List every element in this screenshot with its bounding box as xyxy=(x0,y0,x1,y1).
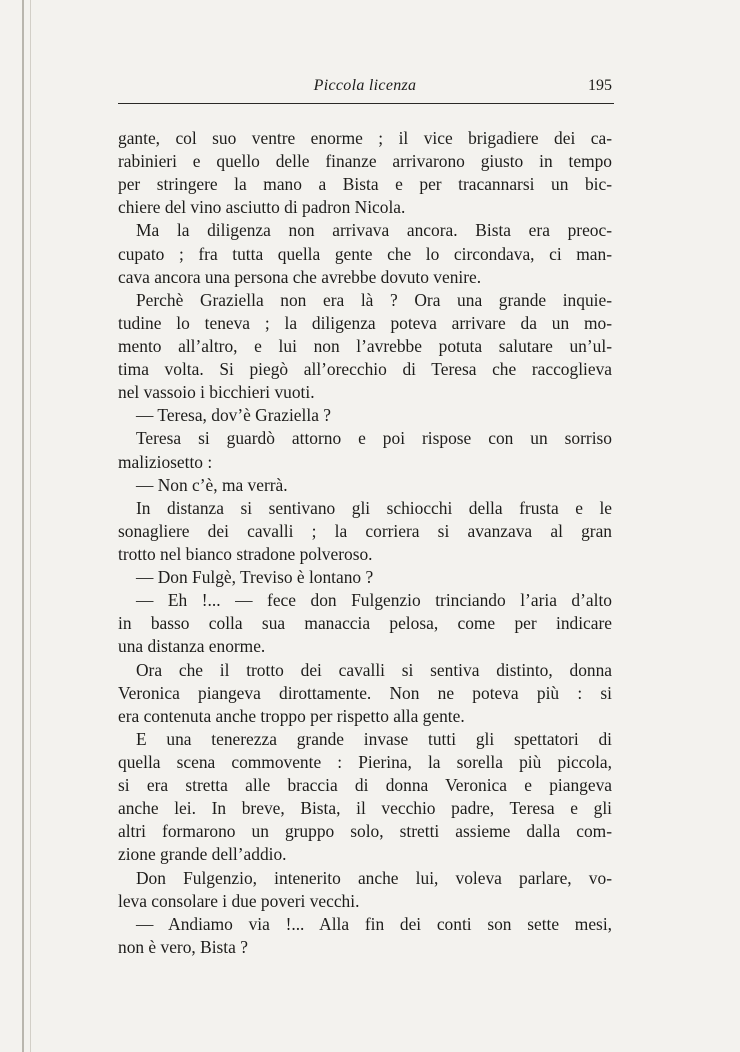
text-line: chiere del vino asciutto di padron Nicola. xyxy=(118,197,406,218)
text-line: si era stretta alle braccia di donna Veronica e piangeva xyxy=(118,775,612,796)
text-line: quella scena commovente : Pierina, la sorella più piccola, xyxy=(118,751,612,772)
text-line: E una tenerezza grande invase tutti gli spettatori di xyxy=(136,728,612,749)
text-line: tudine lo teneva ; la diligenza poteva arrivare da un mo- xyxy=(118,312,612,333)
page-header xyxy=(118,77,612,105)
running-title: Piccola licenza xyxy=(313,77,417,94)
text-line: non è vero, Bista ? xyxy=(118,936,248,957)
text-line: — Don Fulgè, Treviso è lontano ? xyxy=(136,567,374,588)
text-line: altri formarono un gruppo solo, stretti assieme dalla com- xyxy=(118,821,612,842)
text-line: rabinieri e quello delle finanze arrivarono giusto in tempo xyxy=(118,151,612,172)
text-line: zione grande dell’addio. xyxy=(118,844,287,865)
text-line: leva consolare i due poveri vecchi. xyxy=(118,890,360,911)
text-line: anche lei. In breve, Bista, il vecchio padre, Teresa e gli xyxy=(118,798,612,819)
text-line: mento all’altro, e lui non l’avrebbe potuta salutare un’ul- xyxy=(118,335,612,356)
page-gutter-shadow xyxy=(22,0,24,1052)
text-line: una distanza enorme. xyxy=(118,636,266,657)
text-line: — Eh !... — fece don Fulgenzio trinciando l’aria d’alto xyxy=(136,590,612,611)
text-line: cupato ; fra tutta quella gente che lo circondava, ci man- xyxy=(118,243,612,264)
text-line: Teresa si guardò attorno e poi rispose con un sorriso xyxy=(136,428,612,449)
page-number: 195 xyxy=(588,77,612,94)
text-line: nel vassoio i bicchieri vuoti. xyxy=(118,382,315,403)
header-rule xyxy=(118,103,614,104)
text-line: In distanza si sentivano gli schiocchi della frusta e le xyxy=(136,497,612,518)
text-line: maliziosetto : xyxy=(118,451,213,472)
text-line: Perchè Graziella non era là ? Ora una grande inquie- xyxy=(136,289,612,310)
text-line: Ora che il trotto dei cavalli si sentiva distinto, donna xyxy=(136,659,612,680)
text-line: Don Fulgenzio, intenerito anche lui, voleva parlare, vo- xyxy=(136,867,612,888)
text-line: — Non c’è, ma verrà. xyxy=(136,474,288,495)
text-line: in basso colla sua manaccia pelosa, come per indicare xyxy=(118,613,612,634)
text-line: Ma la diligenza non arrivava ancora. Bista era preoc- xyxy=(136,220,612,241)
body-text xyxy=(118,127,612,959)
text-line: trotto nel bianco stradone polveroso. xyxy=(118,543,373,564)
text-line: — Andiamo via !... Alla fin dei conti son sette mesi, xyxy=(136,913,612,934)
text-line: gante, col suo ventre enorme ; il vice brigadiere dei ca- xyxy=(118,128,612,148)
text-line: era contenuta anche troppo per rispetto alla gente. xyxy=(118,705,465,726)
text-line: Veronica piangeva dirottamente. Non ne poteva più : si xyxy=(118,682,612,703)
text-line: — Teresa, dov’è Graziella ? xyxy=(136,405,331,426)
page-gutter-edge xyxy=(30,0,31,1052)
text-line: per stringere la mano a Bista e per tracannarsi un bic- xyxy=(118,174,612,195)
text-line: sonagliere dei cavalli ; la corriera si avanzava al gran xyxy=(118,520,612,541)
text-line: tima volta. Si piegò all’orecchio di Teresa che raccoglieva xyxy=(118,359,612,380)
text-line: cava ancora una persona che avrebbe dovuto venire. xyxy=(118,266,482,287)
